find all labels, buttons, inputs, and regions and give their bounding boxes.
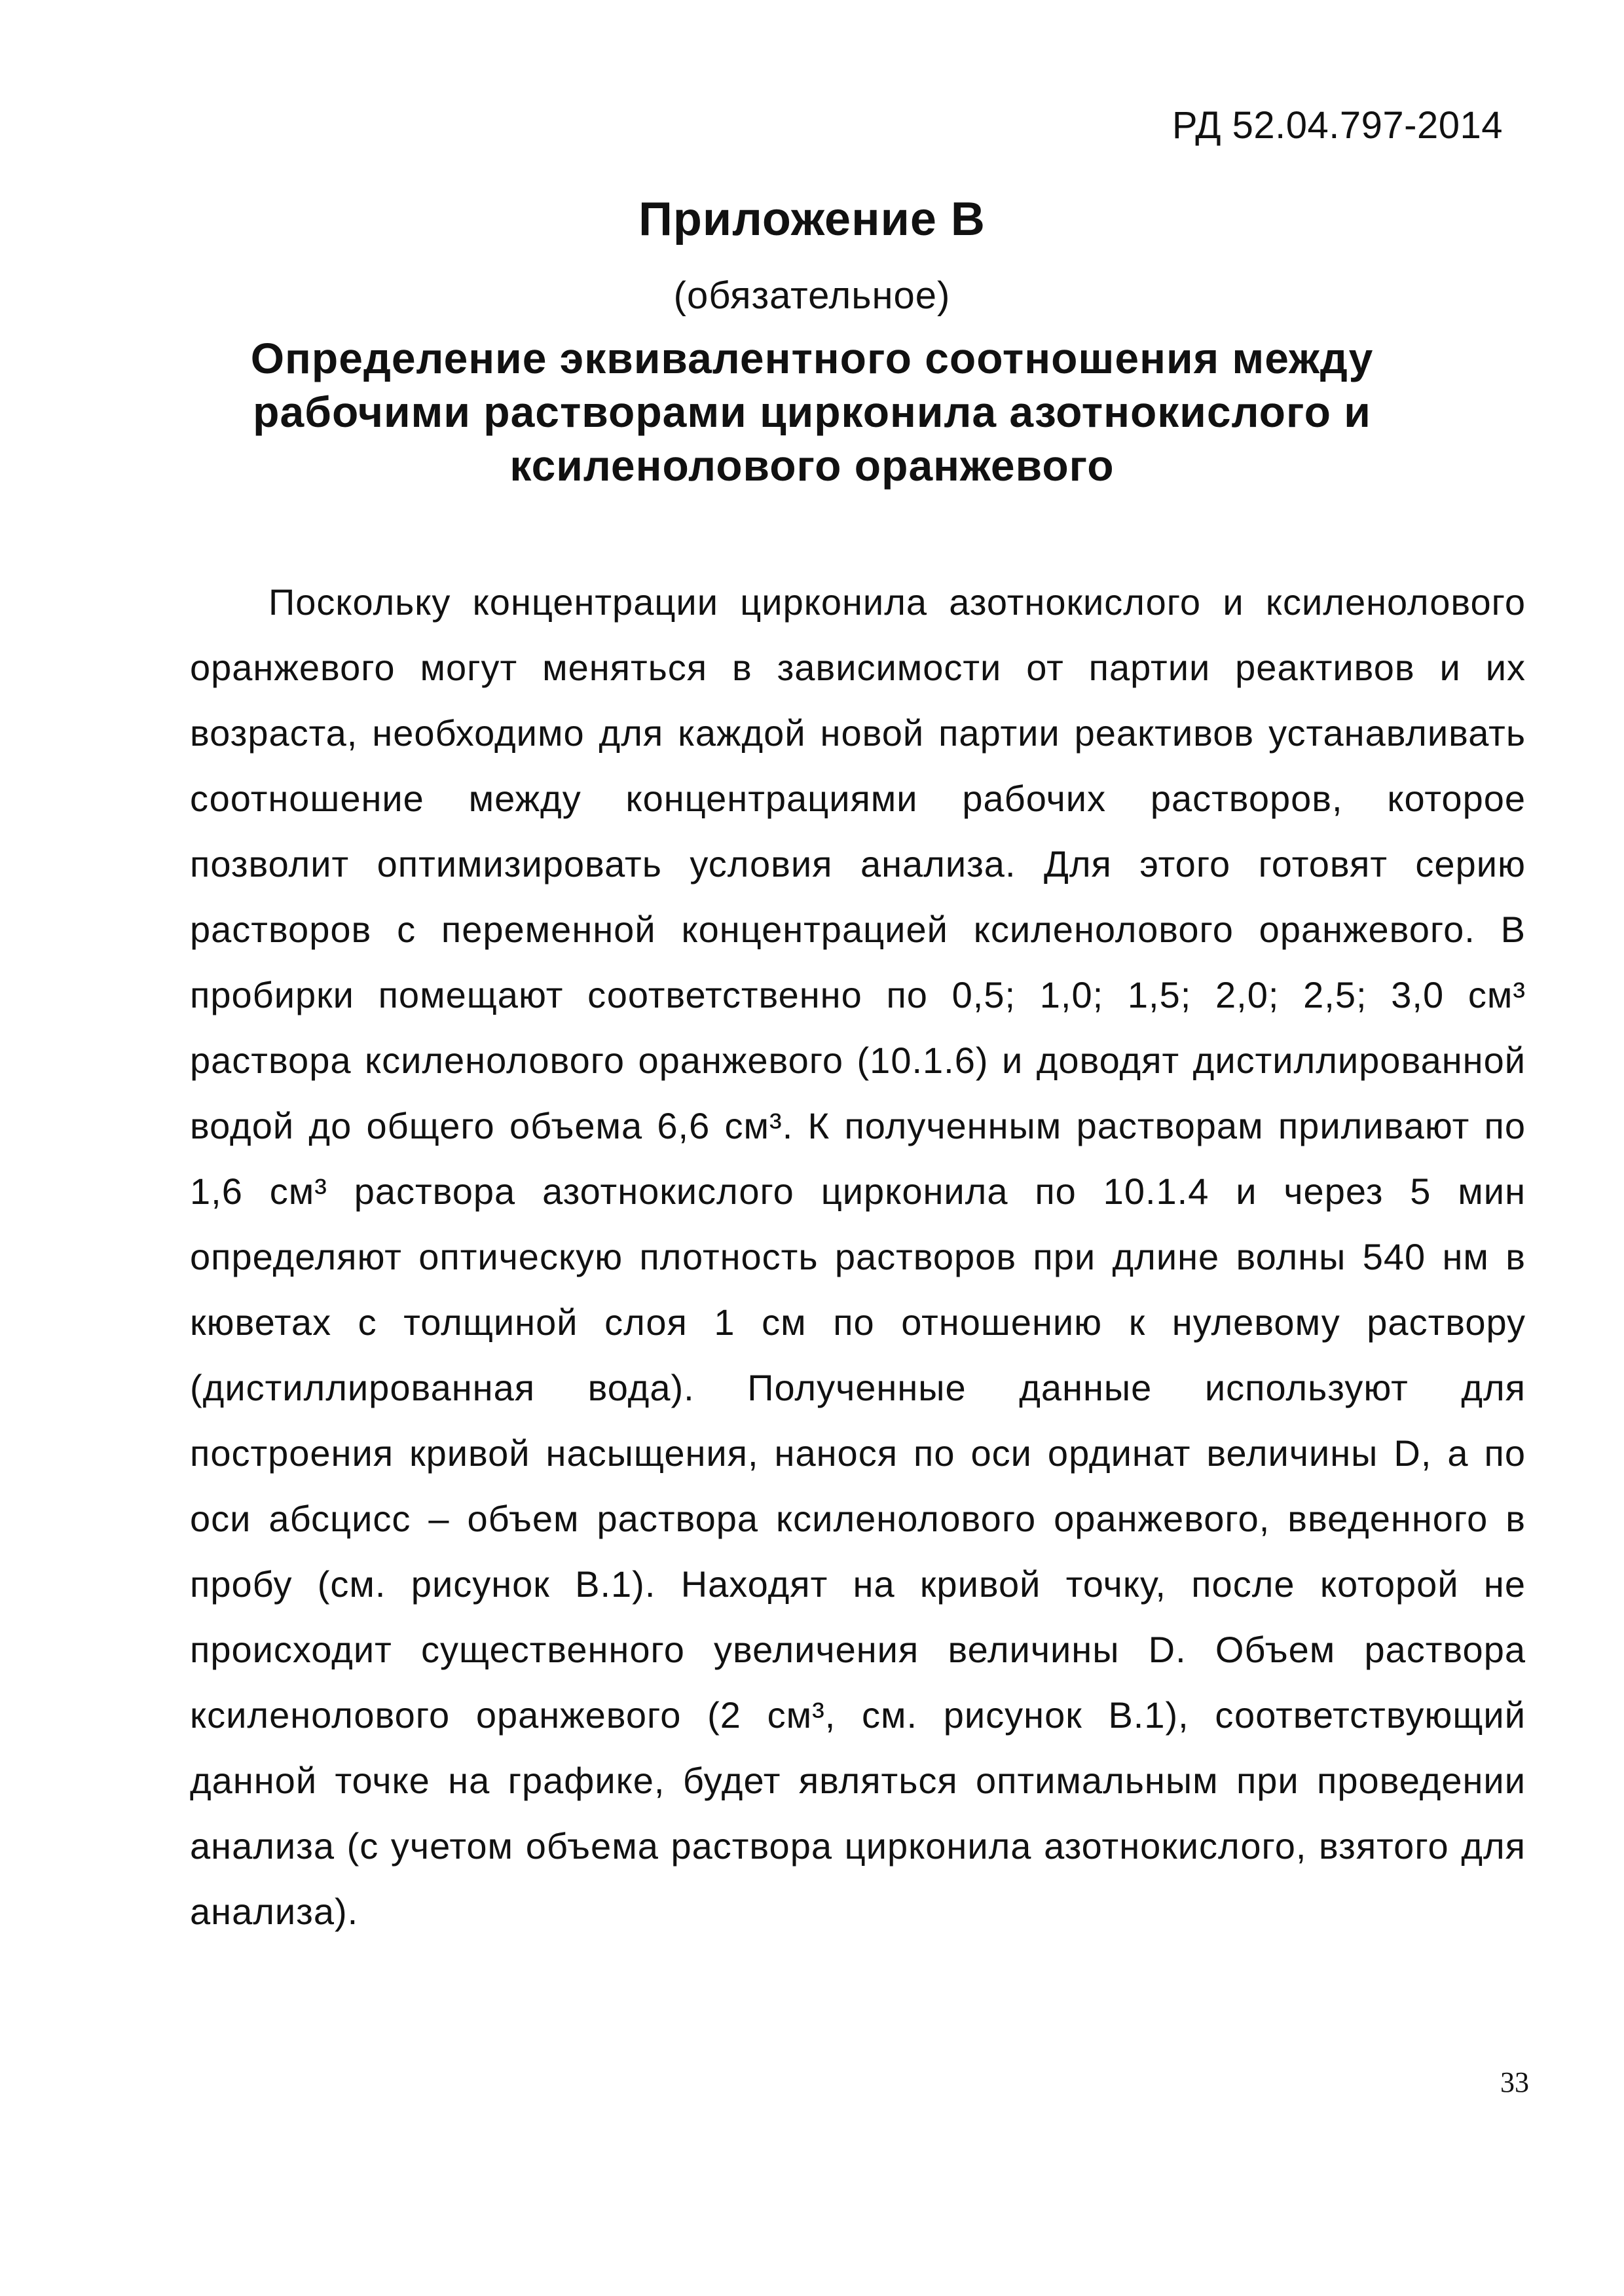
appendix-status: (обязательное) <box>673 274 951 317</box>
page-number: 33 <box>1500 2066 1529 2098</box>
document-code: РД 52.04.797-2014 <box>1172 104 1503 147</box>
body-paragraph: Поскольку концентрации цирконила азотнокислого и ксиленолового оранжевого могут меняться в зависимости от партии реактивов и их возраста, необходимо для каждой новой партии реактивов устанавливать соотношение между концентрациями рабочих растворов, которое позволит оптимизировать условия анализа. Для этого готовят серию растворов с переменной концентрацией ксиленолового оранжевого. В пробирки помещают соответственно по 0,5; 1,0; 1,5; 2,0; 2,5; 3,0 см³ раствора ксиленолового оранжевого (10.1.6) и доводят дистиллированной водой до общего объема 6,6 см³. К полученным растворам приливают по 1,6 см³ раствора азотнокислого цирконила по 10.1.4 и через 5 мин определяют оптическую плотность растворов при длине волны 540 нм в кюветах с толщиной слоя 1 см по отношению к нулевому раствору (дистиллированная вода). Полученные данные используют для построения кривой насыщения, нанося по оси ординат величины D, а по оси абсцисс – объем раствора ксиленолового оранжевого, введенного в пробу (см. рисунок В.1). Находят на кривой точку, после которой не происходит существенного увеличения величины D. Объем раствора ксиленолового оранжевого (2 см³, см. рисунок В.1), соответствующий данной точке на графике, будет являться оптимальным при проведении анализа (с учетом объема раствора цирконила азотнокислого, взятого для анализа). <box>190 581 1526 1932</box>
section-heading: Определение эквивалентного соотношения между рабочими растворами цирконила азотнокислого и ксиленолового оранжевого <box>250 334 1374 490</box>
appendix-title: Приложение В <box>638 193 986 246</box>
